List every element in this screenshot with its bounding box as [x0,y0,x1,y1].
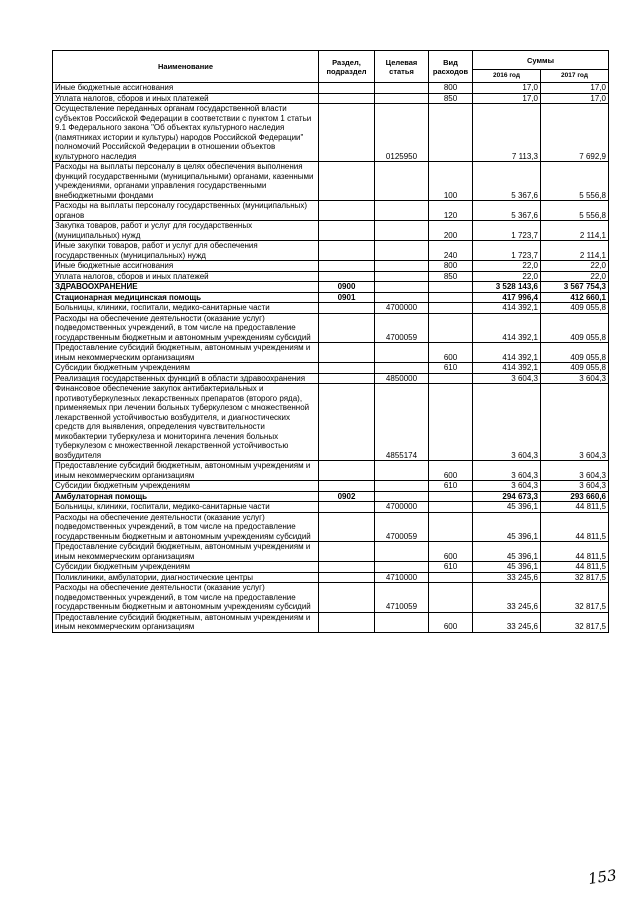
row-sum-2016: 45 396,1 [473,502,541,513]
row-name: Субсидии бюджетным учреждениям [53,562,319,573]
row-target [375,491,429,502]
row-type: 200 [429,221,473,241]
row-section [319,384,375,461]
table-row [53,542,609,562]
row-target: 4700059 [375,313,429,343]
row-name: Уплата налогов, сборов и иных платежей [53,271,319,282]
row-sum-2017: 5 556,8 [541,162,609,201]
row-section [319,562,375,573]
row-sum-2016: 33 245,6 [473,572,541,583]
row-section [319,83,375,94]
row-sum-2017: 3 567 754,3 [541,282,609,293]
row-sum-2016: 45 396,1 [473,562,541,573]
row-section [319,512,375,542]
row-section [319,93,375,104]
row-sum-2016: 3 528 143,6 [473,282,541,293]
row-name: Расходы на обеспечение деятельности (оказание услуг) подведомственных учреждений, в том числе на предоставление государственным бюджетным и автономным учреждениям субсидий [53,583,319,613]
row-name: Больницы, клиники, госпитали, медико-санитарные части [53,303,319,314]
row-name: Предоставление субсидий бюджетным, автономным учреждениям и иным некоммерческим организациям [53,542,319,562]
header-target: Целевая статья [375,51,429,83]
header-section: Раздел, подраздел [319,51,375,83]
row-section [319,612,375,632]
row-type [429,491,473,502]
row-target: 4700000 [375,502,429,513]
header-type: Вид расходов [429,51,473,83]
row-sum-2016: 1 723,7 [473,241,541,261]
row-type [429,512,473,542]
row-sum-2016: 414 392,1 [473,313,541,343]
row-sum-2017: 2 114,1 [541,241,609,261]
row-type [429,384,473,461]
row-type [429,303,473,314]
table-row [53,384,609,461]
page-number: 153 [586,866,618,888]
row-sum-2016: 414 392,1 [473,303,541,314]
row-name: Расходы на обеспечение деятельности (оказание услуг) подведомственных учреждений, в том числе на предоставление государственным бюджетным и автономным учреждениям субсидий [53,313,319,343]
row-type: 800 [429,83,473,94]
row-name: Уплата налогов, сборов и иных платежей [53,93,319,104]
row-sum-2017: 44 811,5 [541,512,609,542]
table-row [53,201,609,221]
row-name: Предоставление субсидий бюджетным, автономным учреждениям и иным некоммерческим организациям [53,343,319,363]
row-sum-2017: 3 604,3 [541,384,609,461]
row-type: 800 [429,261,473,272]
row-sum-2016: 7 113,3 [473,104,541,162]
row-sum-2017: 3 604,3 [541,481,609,492]
row-name: Предоставление субсидий бюджетным, автономным учреждениям и иным некоммерческим организациям [53,612,319,632]
row-type [429,502,473,513]
row-sum-2017: 32 817,5 [541,583,609,613]
row-section [319,481,375,492]
row-sum-2017: 409 055,8 [541,343,609,363]
row-target [375,261,429,272]
row-sum-2016: 3 604,3 [473,481,541,492]
row-sum-2016: 45 396,1 [473,512,541,542]
row-section [319,241,375,261]
row-target [375,221,429,241]
row-section: 0902 [319,491,375,502]
row-target [375,343,429,363]
row-name: Иные бюджетные ассигнования [53,261,319,272]
row-sum-2017: 44 811,5 [541,542,609,562]
row-name: Поликлиники, амбулатории, диагностические центры [53,572,319,583]
row-name: Финансовое обеспечение закупок антибактериальных и противотуберкулезных лекарственных препаратов (второго ряда), применяемых при лечении больных туберкулезом с множественной лекарственной устойчивостью возбудителя, и диагностических средств для выявления, определения чувствительности микобактерии туберкулеза и мониторинга лечения больных туберкулезом с множественной лекарственной устойчивостью возбудителя [53,384,319,461]
row-name: Иные бюджетные ассигнования [53,83,319,94]
row-type: 100 [429,162,473,201]
row-sum-2016: 5 367,6 [473,201,541,221]
row-type [429,104,473,162]
budget-table [52,50,609,633]
table-row [53,572,609,583]
row-sum-2017: 7 692,9 [541,104,609,162]
row-name: Осуществление переданных органам государственной власти субъектов Российской Федерации в соответствии с пунктом 1 статьи 9.1 Федерального закона "Об объектах культурного наследия (памятниках истории и культуры) народов Российской Федерации" полномочий Российской Федерации в отношении объектов культурного наследия [53,104,319,162]
row-name: Субсидии бюджетным учреждениям [53,481,319,492]
row-section [319,261,375,272]
row-target [375,282,429,293]
row-sum-2017: 409 055,8 [541,313,609,343]
table-row [53,261,609,272]
row-name: Амбулаторная помощь [53,491,319,502]
row-section [319,343,375,363]
row-type: 600 [429,612,473,632]
row-target: 4850000 [375,373,429,384]
row-sum-2017: 17,0 [541,93,609,104]
row-sum-2017: 44 811,5 [541,562,609,573]
row-section: 0901 [319,292,375,303]
row-section [319,583,375,613]
table-row [53,271,609,282]
header-year-2016: 2016 год [473,70,541,83]
row-target [375,562,429,573]
row-target [375,93,429,104]
row-type [429,313,473,343]
row-type [429,282,473,293]
row-type: 600 [429,343,473,363]
row-name: Иные закупки товаров, работ и услуг для обеспечения государственных (муниципальных) нужд [53,241,319,261]
row-type [429,572,473,583]
table-row [53,241,609,261]
row-sum-2016: 417 996,4 [473,292,541,303]
row-sum-2017: 3 604,3 [541,373,609,384]
row-sum-2016: 1 723,7 [473,221,541,241]
row-type: 600 [429,461,473,481]
row-section: 0900 [319,282,375,293]
row-target: 4855174 [375,384,429,461]
row-sum-2016: 17,0 [473,93,541,104]
table-row [53,104,609,162]
table-row [53,363,609,374]
row-type: 600 [429,542,473,562]
row-type: 850 [429,271,473,282]
row-section [319,313,375,343]
row-section [319,363,375,374]
row-sum-2016: 294 673,3 [473,491,541,502]
table-row [53,303,609,314]
table-row [53,491,609,502]
row-name: Субсидии бюджетным учреждениям [53,363,319,374]
table-row [53,461,609,481]
row-target: 4710059 [375,583,429,613]
table-row [53,162,609,201]
row-section [319,461,375,481]
row-name: Расходы на обеспечение деятельности (оказание услуг) подведомственных учреждений, в том числе на предоставление государственным бюджетным и автономным учреждениям субсидий [53,512,319,542]
row-target [375,241,429,261]
row-sum-2017: 2 114,1 [541,221,609,241]
row-sum-2017: 32 817,5 [541,612,609,632]
row-section [319,162,375,201]
table-row [53,512,609,542]
row-sum-2016: 33 245,6 [473,612,541,632]
header-name: Наименование [53,51,319,83]
table-row [53,562,609,573]
row-name: Больницы, клиники, госпитали, медико-санитарные части [53,502,319,513]
row-target [375,83,429,94]
row-sum-2017: 17,0 [541,83,609,94]
table-row [53,221,609,241]
row-type: 610 [429,481,473,492]
row-section [319,271,375,282]
row-name: Стационарная медицинская помощь [53,292,319,303]
table-row [53,373,609,384]
row-sum-2016: 45 396,1 [473,542,541,562]
row-sum-2016: 22,0 [473,261,541,272]
row-type [429,292,473,303]
row-sum-2016: 22,0 [473,271,541,282]
row-sum-2016: 5 367,6 [473,162,541,201]
row-type: 610 [429,363,473,374]
row-type: 120 [429,201,473,221]
row-section [319,303,375,314]
row-target [375,481,429,492]
row-sum-2017: 32 817,5 [541,572,609,583]
row-target [375,542,429,562]
header-sums: Суммы [473,51,609,70]
row-sum-2017: 44 811,5 [541,502,609,513]
table-row [53,93,609,104]
row-section [319,572,375,583]
row-section [319,221,375,241]
row-section [319,502,375,513]
table-row [53,292,609,303]
row-sum-2016: 3 604,3 [473,461,541,481]
row-target: 0125950 [375,104,429,162]
row-target [375,292,429,303]
row-type: 850 [429,93,473,104]
row-sum-2016: 3 604,3 [473,384,541,461]
row-type: 610 [429,562,473,573]
row-sum-2016: 33 245,6 [473,583,541,613]
row-sum-2016: 3 604,3 [473,373,541,384]
row-section [319,104,375,162]
table-row [53,502,609,513]
row-sum-2017: 409 055,8 [541,303,609,314]
table-row [53,612,609,632]
row-name: Предоставление субсидий бюджетным, автономным учреждениям и иным некоммерческим организациям [53,461,319,481]
table-row [53,282,609,293]
row-section [319,373,375,384]
row-sum-2017: 22,0 [541,261,609,272]
row-target [375,461,429,481]
table-row [53,583,609,613]
row-type [429,583,473,613]
table-row [53,313,609,343]
row-sum-2017: 293 660,6 [541,491,609,502]
row-section [319,542,375,562]
row-target: 4700000 [375,303,429,314]
row-target [375,162,429,201]
row-type: 240 [429,241,473,261]
row-target: 4700059 [375,512,429,542]
row-section [319,201,375,221]
row-sum-2017: 409 055,8 [541,363,609,374]
row-name: Реализация государственных функций в области здравоохранения [53,373,319,384]
row-sum-2017: 5 556,8 [541,201,609,221]
table-body [53,83,609,633]
row-target: 4710000 [375,572,429,583]
row-name: ЗДРАВООХРАНЕНИЕ [53,282,319,293]
row-target [375,271,429,282]
table-row [53,83,609,94]
row-name: Расходы на выплаты персоналу государственных (муниципальных) органов [53,201,319,221]
row-sum-2017: 3 604,3 [541,461,609,481]
row-sum-2017: 412 660,1 [541,292,609,303]
header-year-2017: 2017 год [541,70,609,83]
row-sum-2017: 22,0 [541,271,609,282]
row-target [375,612,429,632]
table-row [53,481,609,492]
table-row [53,343,609,363]
row-name: Расходы на выплаты персоналу в целях обеспечения выполнения функций государственными (муниципальными) органами, казенными учреждениями, органами управления государственными внебюджетными фондами [53,162,319,201]
row-target [375,363,429,374]
row-target [375,201,429,221]
row-sum-2016: 414 392,1 [473,363,541,374]
row-name: Закупка товаров, работ и услуг для государственных (муниципальных) нужд [53,221,319,241]
row-sum-2016: 414 392,1 [473,343,541,363]
row-sum-2016: 17,0 [473,83,541,94]
row-type [429,373,473,384]
